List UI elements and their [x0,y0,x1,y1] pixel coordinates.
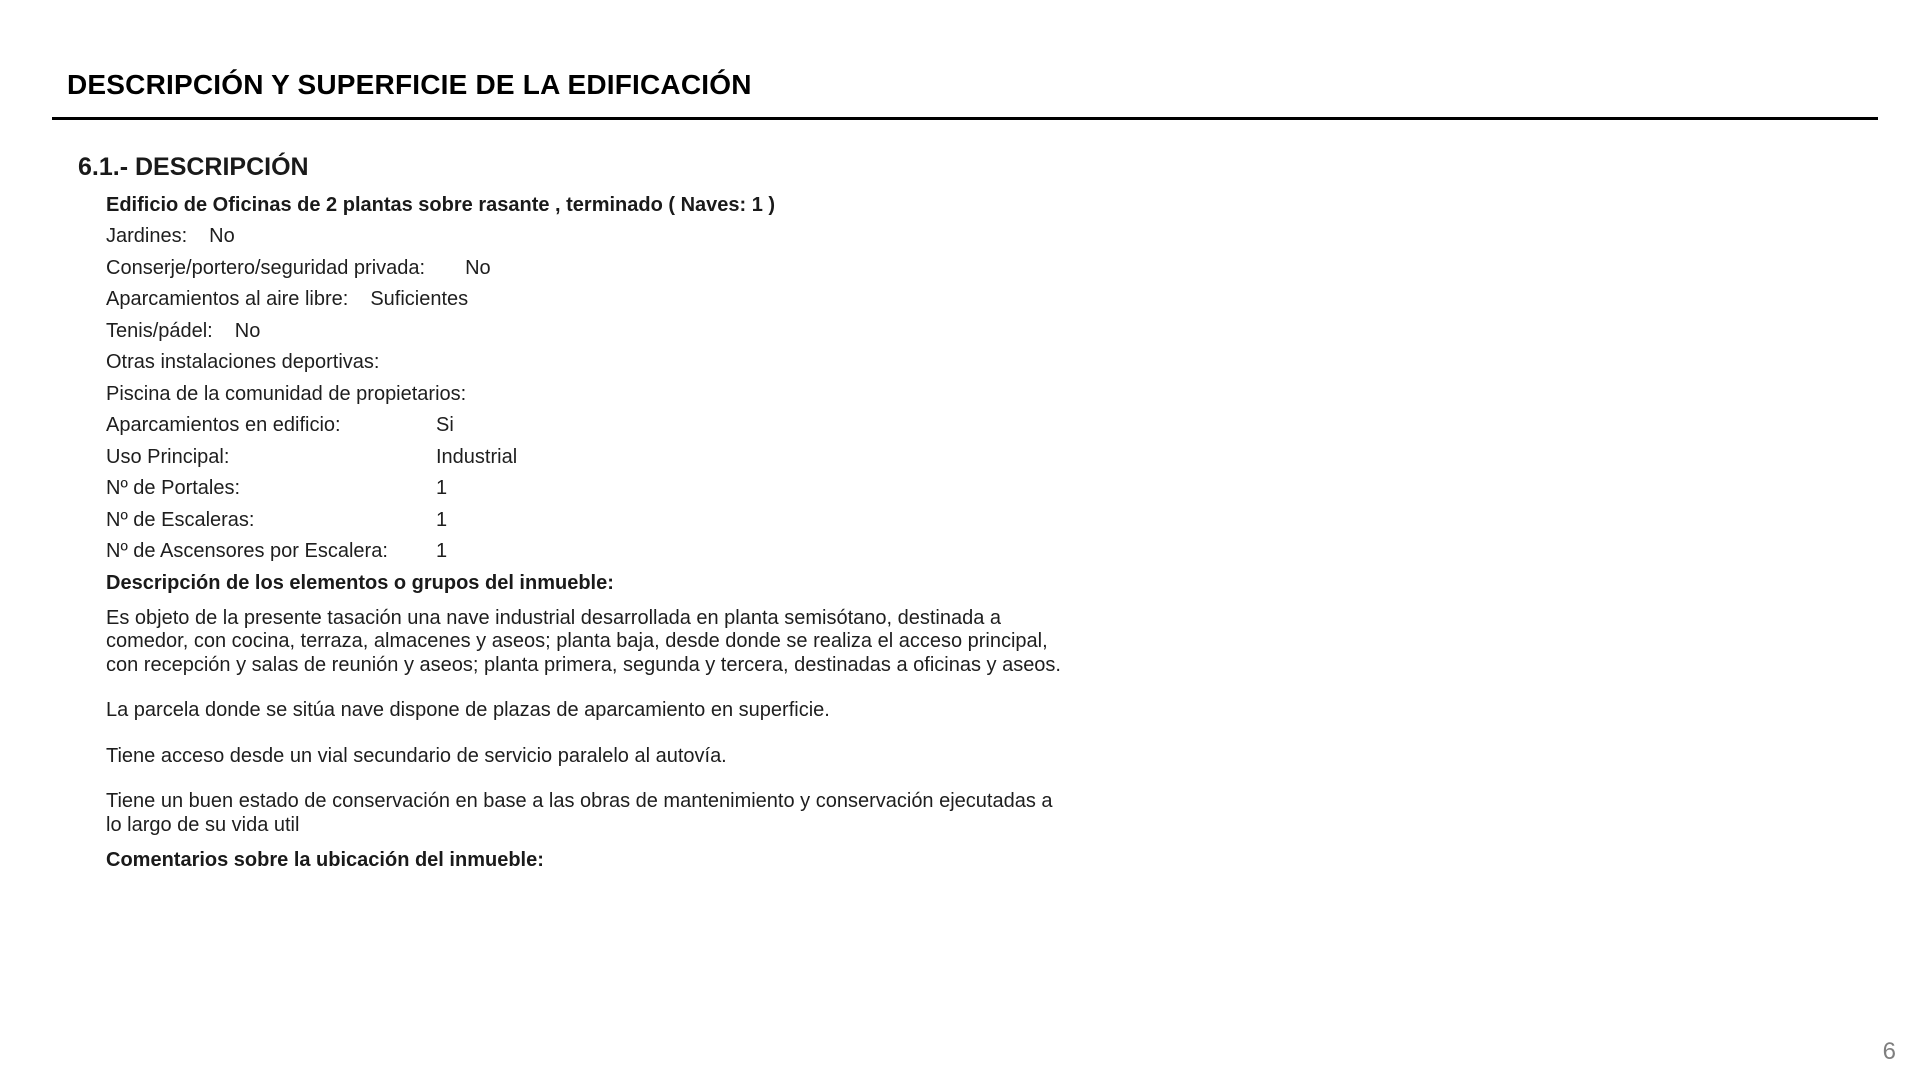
field-label: Nº de Portales: [106,477,241,499]
elements-description [106,607,1116,838]
field-row-aparcamientos-aire-libre [106,284,1158,316]
description-paragraph: Tiene un buen estado de conservación en base a las obras de mantenimiento y conservación ejecutadas a lo largo de su vida util [106,790,1053,836]
field-label: Otras instalaciones deportivas: [106,351,380,373]
field-row-ascensores [106,536,1158,568]
field-label: Piscina de la comunidad de propietarios: [106,382,467,405]
field-value: 1 [436,508,448,531]
field-value: No [465,256,491,279]
building-summary: Edificio de Oficinas de 2 plantas sobre rasante , terminado ( Naves: 1 ) [106,194,776,216]
field-label: Aparcamientos al aire libre: [106,288,349,310]
field-label: Aparcamientos en edificio: [106,414,341,436]
field-label: Nº de Escaleras: [106,508,255,531]
description-paragraph: La parcela donde se sitúa nave dispone de plazas de aparcamiento en superficie. [106,699,830,721]
location-section [106,845,1158,876]
field-row-portales [106,473,1158,505]
field-value: 1 [436,477,448,499]
field-value: 1 [436,540,448,562]
location-heading: Comentarios sobre la ubicación del inmueble: [106,849,544,871]
field-row-aparcamientos-edificio [106,410,1158,442]
field-value: Suficientes [370,288,469,310]
field-label: Jardines: [106,225,188,247]
title-divider [52,117,1878,120]
page-number: 6 [1882,1038,1896,1065]
field-label: Uso Principal: [106,445,230,468]
description-paragraph: Tiene acceso desde un vial secundario de servicio paralelo al autovía. [106,744,727,767]
field-value: Si [436,414,454,436]
field-row-conserje [106,253,1158,285]
field-value: No [209,225,235,247]
field-row-otras-instalaciones [106,347,1158,379]
section-heading: 6.1.- DESCRIPCIÓN [78,153,309,181]
field-label: Tenis/pádel: [106,319,213,342]
building-details [106,190,1158,599]
field-label: Nº de Ascensores por Escalera: [106,540,388,562]
document-excerpt [78,152,1158,876]
field-row-uso-principal [106,442,1158,474]
description-paragraph: Es objeto de la presente tasación una nave industrial desarrollada en planta semisótano, destinada a comedor, con cocina, terraza, almacenes y aseos; planta baja, desde donde se realiza el acceso principal, con recepción y salas de reunión y aseos; planta primera, segunda y tercera, destinadas a oficinas y aseos. [106,606,1061,676]
field-row-jardines [106,221,1158,253]
field-value: No [234,319,261,342]
field-row-tenis-padel [106,316,1158,348]
field-label: Conserje/portero/seguridad privada: [106,256,426,279]
field-value: Industrial [436,445,518,468]
field-row-piscina [106,379,1158,411]
elements-heading: Descripción de los elementos o grupos del inmueble: [106,571,614,594]
slide-title: DESCRIPCIÓN Y SUPERFICIE DE LA EDIFICACIÓN [67,69,752,100]
field-row-escaleras [106,505,1158,537]
